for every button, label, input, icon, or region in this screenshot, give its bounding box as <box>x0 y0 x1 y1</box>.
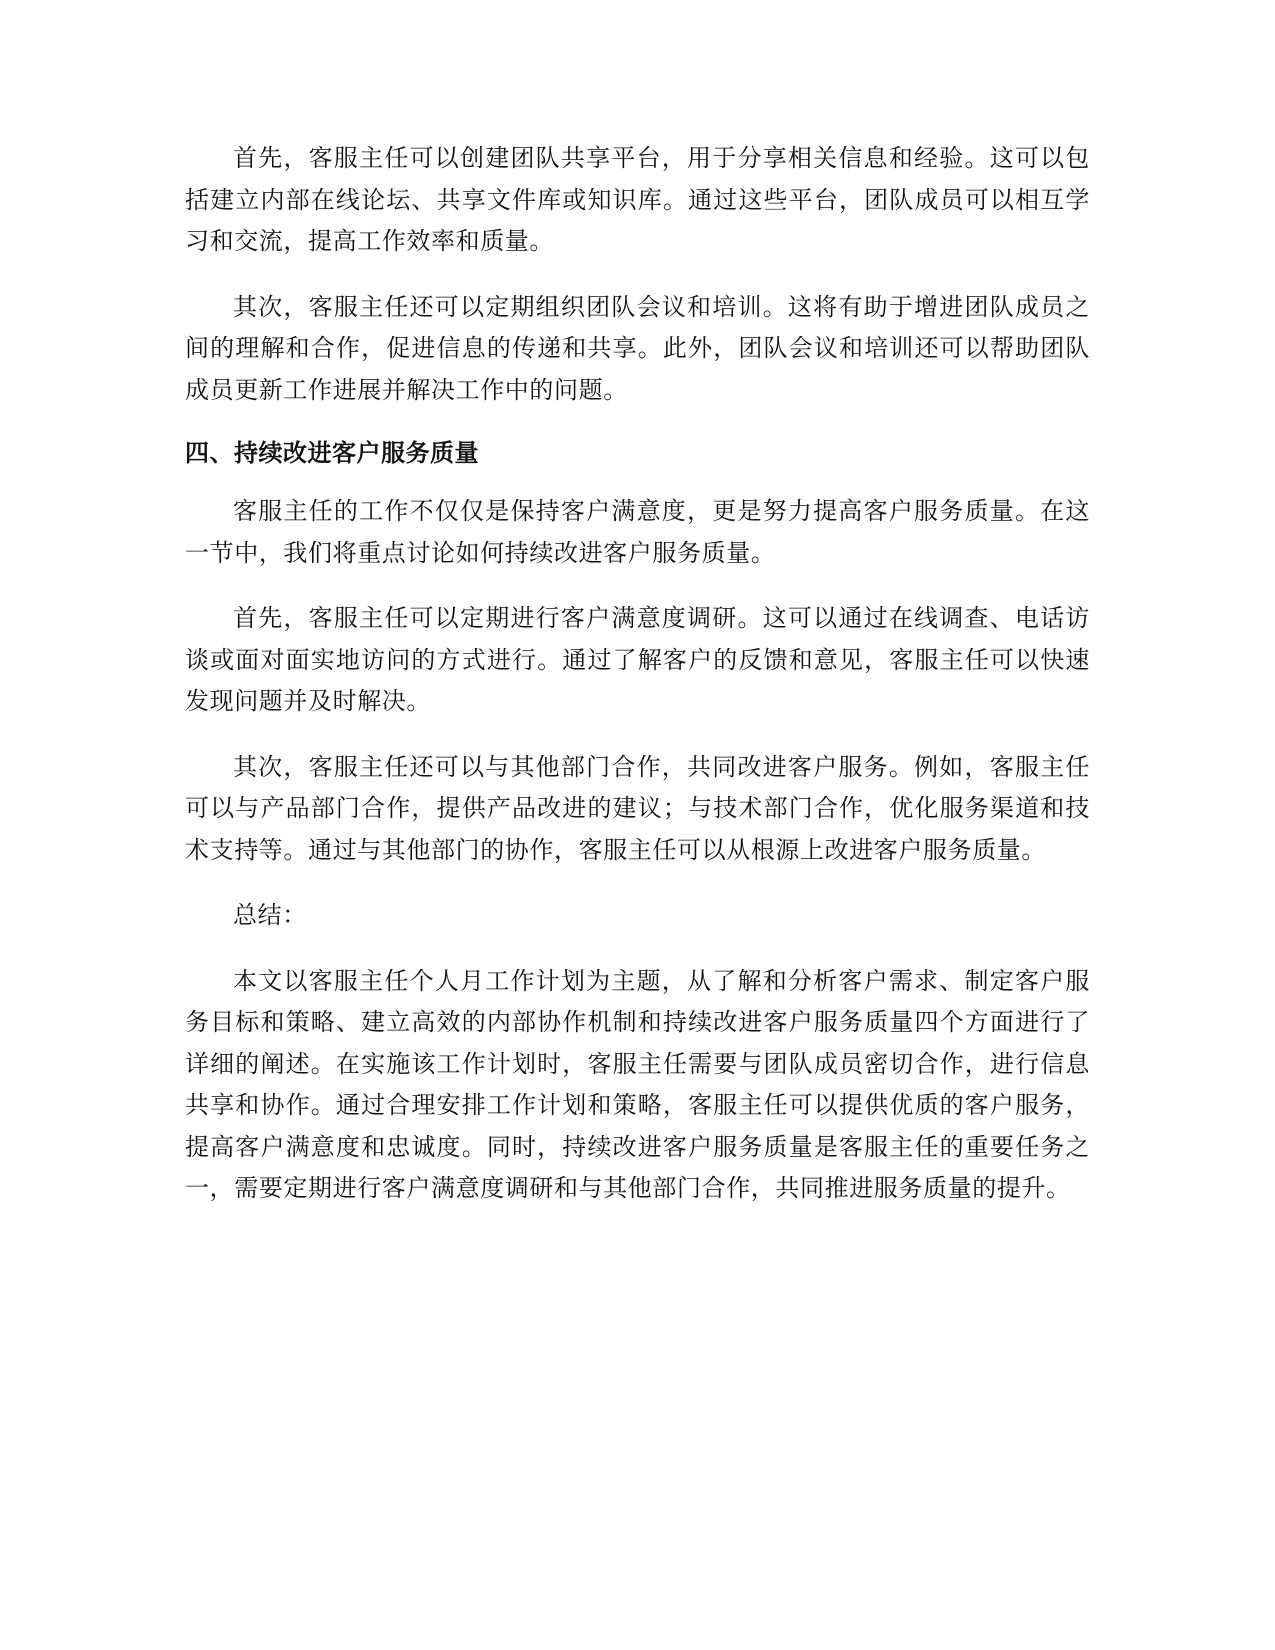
paragraph-shared-platform: 首先，客服主任可以创建团队共享平台，用于分享相关信息和经验。这可以包括建立内部在线论坛、共享文件库或知识库。通过这些平台，团队成员可以相互学习和交流，提高工作效率和质量。 <box>185 144 1090 255</box>
paragraph-summary: 本文以客服主任个人月工作计划为主题，从了解和分析客户需求、制定客户服务目标和策略、建立高效的内部协作机制和持续改进客户服务质量四个方面进行了详细的阐述。在实施该工作计划时，客服主任需要与团队成员密切合作，进行信息共享和协作。通过合理安排工作计划和策略，客服主任可以提供优质的客户服务，提高客户满意度和忠诚度。同时，持续改进客户服务质量是客服主任的重要任务之一，需要定期进行客户满意度调研和与其他部门合作，共同推进服务质量的提升。 <box>185 966 1090 1202</box>
section-heading: 四、持续改进客户服务质量 <box>185 439 479 467</box>
paragraph-team-meetings: 其次，客服主任还可以定期组织团队会议和培训。这将有助于增进团队成员之间的理解和合作，促进信息的传递和共享。此外，团队会议和培训还可以帮助团队成员更新工作进展并解决工作中的问题。 <box>185 292 1090 404</box>
paragraph-cross-department: 其次，客服主任还可以与其他部门合作，共同改进客户服务。例如，客服主任可以与产品部门合作，提供产品改进的建议；与技术部门合作，优化服务渠道和技术支持等。通过与其他部门的协作，客服主任可以从根源上改进客户服务质量。 <box>185 752 1090 864</box>
paragraph-section-intro: 客服主任的工作不仅仅是保持客户满意度，更是努力提高客户服务质量。在这一节中，我们将重点讨论如何持续改进客户服务质量。 <box>185 497 1090 567</box>
paragraph-satisfaction-survey: 首先，客服主任可以定期进行客户满意度调研。这可以通过在线调查、电话访谈或面对面实地访问的方式进行。通过了解客户的反馈和意见，客服主任可以快速发现问题并及时解决。 <box>185 604 1090 715</box>
document-page <box>185 138 1090 1210</box>
summary-label: 总结： <box>233 901 307 929</box>
